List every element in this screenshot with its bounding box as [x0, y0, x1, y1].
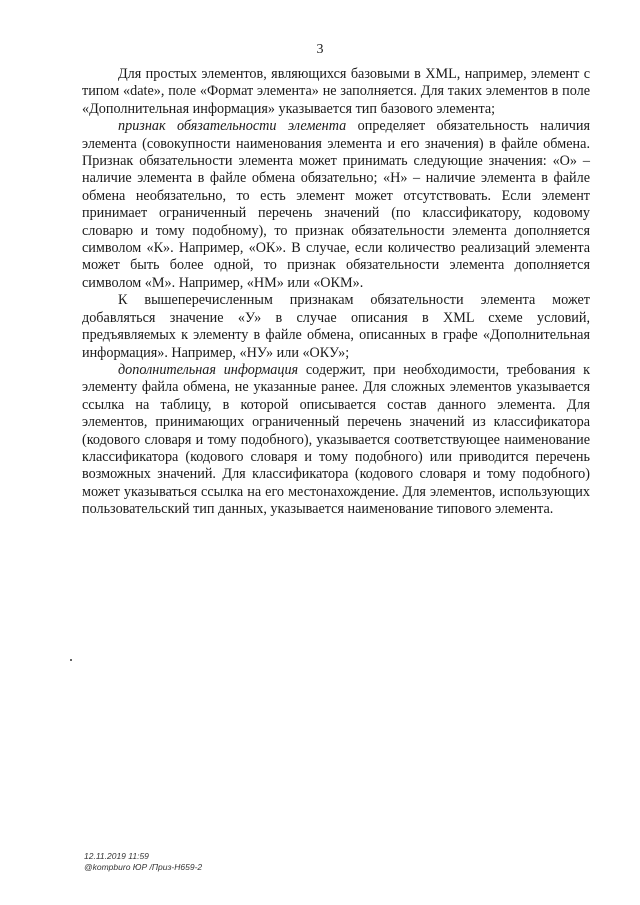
scan-speck	[70, 659, 72, 661]
paragraph-text: Для простых элементов, являющихся базовыми в XML, например, элемент с типом «date», поле «Формат элемента» не заполняется. Для таких элементов в поле «Дополнительная информация» указывается тип базового элемента;	[82, 66, 590, 117]
paragraph-lead-term: дополнительная информация	[118, 361, 299, 378]
footer-timestamp: 12.11.2019 11:59	[84, 851, 149, 861]
paragraph-required-flag	[82, 118, 590, 292]
document-body	[82, 66, 590, 519]
paragraph-text: определяет обязательность наличия элемента (совокупности наименования элемента и его значения) в файле обмена. Признак обязательности элемента может принимать следующие значения: «О» – наличие элемента в файле обмена обязательно; «Н» – наличие элемента в файле обмена необязательно, то есть элемент может отсутствовать. Если элемент принимает ограниченный перечень значений (по классификатору, кодовому словарю и тому подобному), то признак обязательности элемента дополняется символом «К». Например, «ОК». В случае, если количество реализаций элемента может быть более одной, то признак обязательности элемента дополняется символом «М». Например, «НМ» или «ОКМ».	[82, 118, 590, 291]
paragraph-text: содержит, при необходимости, требования к элементу файла обмена, не указанные ранее. Для сложных элементов указывается ссылка на таблицу, в которой описывается состав данного элемента. Для элементов, принимающих ограниченный перечень значений из классификатора (кодового словаря и тому подобного), указывается соответствующее наименование классификатора (кодового словаря и тому подобного) или приводится перечень возможных значений. Для классификатора (кодового словаря и тому подобного) может указываться ссылка на его местонахождение. Для элементов, использующих пользовательский тип данных, указывается наименование типового элемента.	[82, 361, 590, 518]
paragraph-lead-term: признак обязательности элемента	[118, 118, 347, 135]
document-footer	[84, 851, 202, 872]
page-number: 3	[316, 42, 324, 57]
footer-file-path: @kompburo ЮР /Приз-Н659-2	[84, 861, 203, 872]
paragraph-text: К вышеперечисленным признакам обязательности элемента может добавляться значение «У» в случае описания в XML схеме условий, предъявляемых к элементу в файле обмена, описанных в графе «Дополнительная информация». Например, «НУ» или «ОКУ»;	[82, 292, 590, 361]
paragraph-additional-info	[82, 362, 590, 519]
paragraph-condition-flag	[82, 292, 590, 362]
paragraph-basic-types	[82, 66, 590, 118]
